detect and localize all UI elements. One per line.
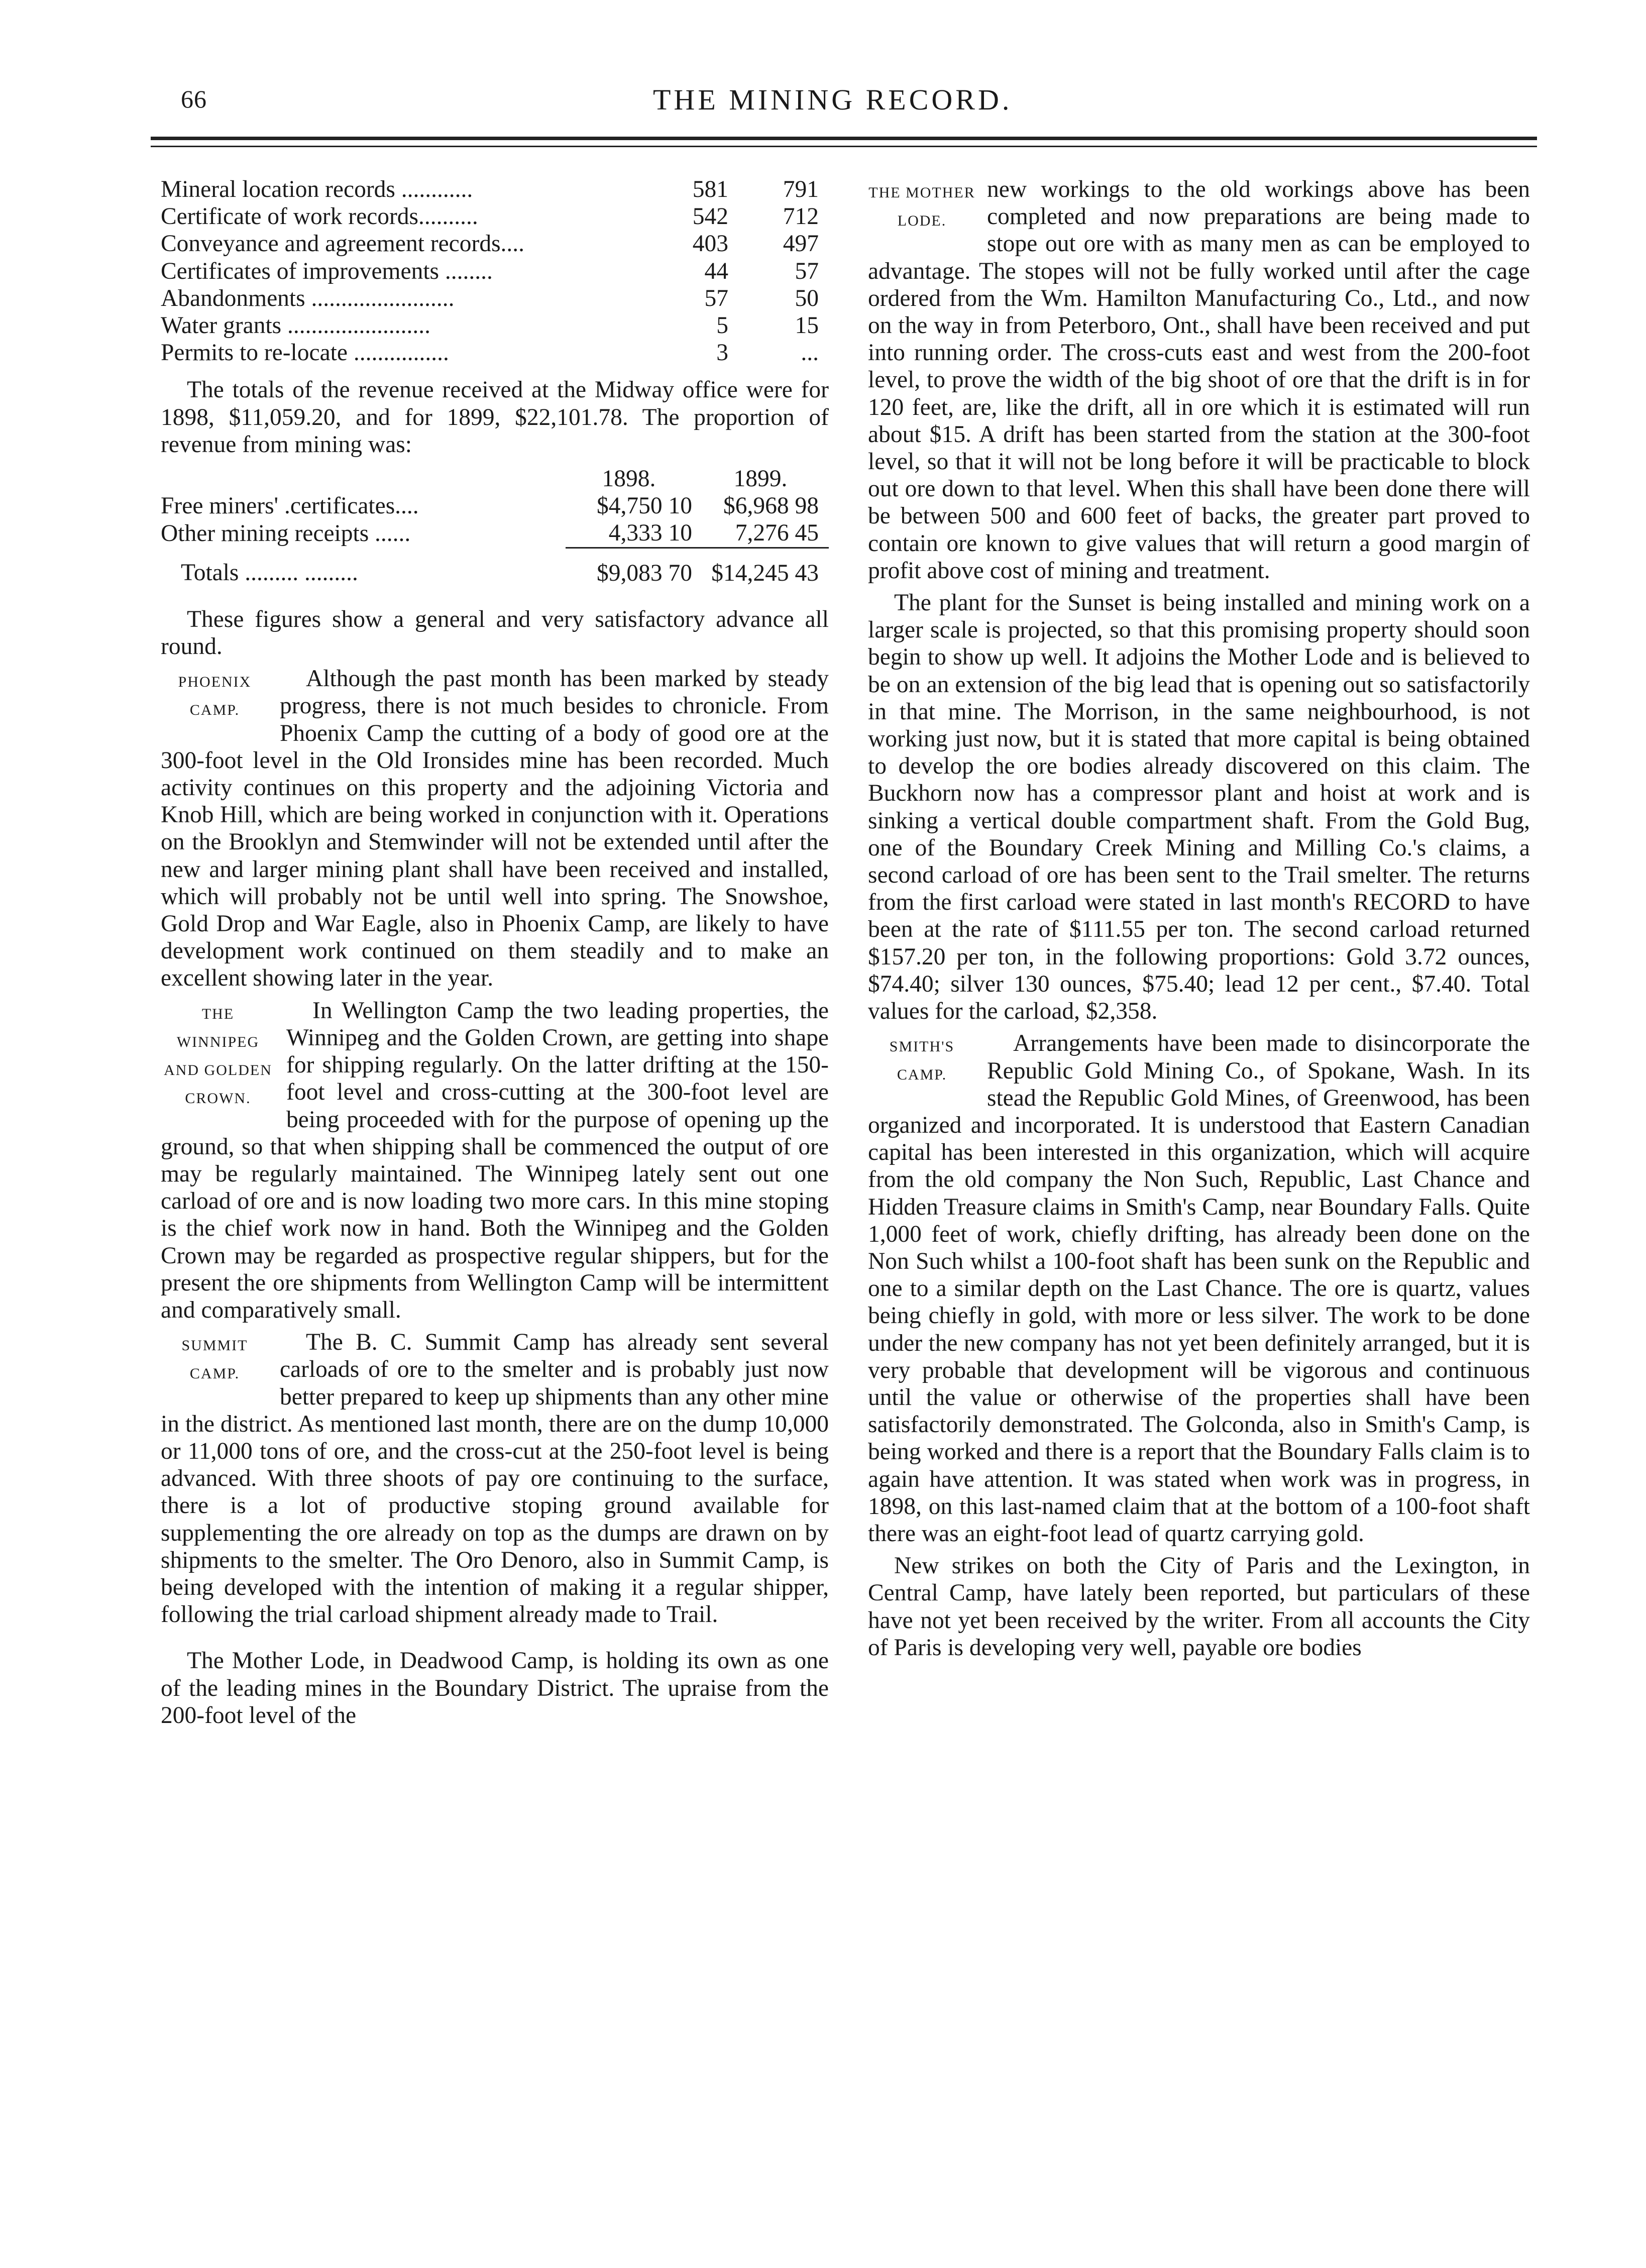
revenue-total-1898: $9,083 70 xyxy=(566,548,692,587)
records-table xyxy=(161,176,829,366)
revenue-row-1899: $6,968 98 xyxy=(723,493,819,519)
running-head: THE MINING RECORD. xyxy=(653,83,1013,116)
records-row-1898: 403 xyxy=(692,231,728,257)
paragraph-summit-text: The B. C. Summit Camp has already sent several carloads of ore to the smelter and is probably just now better prepared to keep up shipments than any other mine in the district. As mentioned last month, there are on the dump 10,000 or 11,000 tons of ore, and the cross-cut at the 250-foot level is being advanced. With three shoots of pay ore continuing to the surface, there is a lot of productive stoping ground available for supplementing the ore already on top as the dumps are drawn on by shipments to the smelter. The Oro Denoro, also in Summit Camp, is being developed with the intention of making it a regular shipper, following the trial carload shipment already made to Trail. xyxy=(161,1329,829,1628)
records-row-1898: 5 xyxy=(716,312,728,339)
revenue-total-1899: $14,245 43 xyxy=(692,548,829,587)
revenue-table xyxy=(161,465,829,587)
records-table-row xyxy=(161,230,829,257)
paragraph-figures: These figures show a general and very satisfactory advance all round. xyxy=(161,606,829,660)
paragraph-revenue-totals: The totals of the revenue received at the Midway office were for 1898, $11,059.20, and for 1899, $22,101.78. The proportion of revenue from mining was: xyxy=(161,377,829,458)
paragraph-wellington xyxy=(161,997,829,1324)
records-row-1898: 581 xyxy=(692,176,728,202)
records-table-row xyxy=(161,312,829,339)
sidenote-winnipeg-golden-crown: THE WINNIPEG AND GOLDEN CROWN. xyxy=(164,1005,272,1107)
paragraph-mother-lode-text: new workings to the old workings above has been completed and now preparations are being made to stope out ore with as many men as can be employed to advantage. The stopes will not be fully worked until after the cage ordered from the Wm. Hamilton Manufacturing Co., Ltd., and now on the way in from Peterboro, Ont., shall have been received and put into running order. The cross-cuts east and west from the 200-foot level, to prove the width of the big shoot of ore that the drift is in for 120 feet, are, like the drift, all in ore which it is estimated will run about $15. A drift has been started from the station at the 300-foot level, so that it will not be long before it will be practicable to block out ore down to that level. When this shall have been done there will be between 500 and 600 feet of backs, the greater part proved to contain ore known to give values that will return a good margin of profit above cost of mining and treatment. xyxy=(868,176,1530,584)
records-row-1899: 497 xyxy=(783,231,819,257)
right-column xyxy=(868,176,1530,2215)
paragraph-mother-lode-cont xyxy=(868,176,1530,584)
records-table-row xyxy=(161,176,829,203)
records-row-label: Abandonments ........................ xyxy=(161,285,455,311)
records-row-1898: 44 xyxy=(704,258,728,284)
header-rule-thin xyxy=(151,146,1537,147)
records-row-label: Certificate of work records.......... xyxy=(161,203,478,230)
paragraph-wellington-text: In Wellington Camp the two leading properties, the Winnipeg and the Golden Crown, are getting into shape for shipping regularly. On the latter drifting at the 150-foot level and cross-cutting at the 300-foot level are being proceeded with for the purpose of opening up the ground, so that when shipping shall be commenced the output of ore may be regularly maintained. The Winnipeg lately sent out one carload of ore and is now loading two more cars. In this mine stoping is the chief work now in hand. Both the Winnipeg and the Golden Crown may be regarded as prospective regular shippers, but for the present the ore shipments from Wellington Camp will be intermittent and comparatively small. xyxy=(161,997,829,1323)
revenue-row-1898: $4,750 10 xyxy=(596,493,692,519)
records-row-label: Mineral location records ............ xyxy=(161,176,473,202)
paragraph-mother-lode-start: The Mother Lode, in Deadwood Camp, is holding its own as one of the leading mines in the Boundary District. The upraise from the 200-foot level of the xyxy=(161,1648,829,1729)
sidenote-phoenix-camp: PHOENIX CAMP. xyxy=(178,674,252,719)
paragraph-sunset: The plant for the Sunset is being installed and mining work on a larger scale is projected, so that this promising property should soon begin to show up well. It adjoins the Mother Lode and is believed to be on an extension of the big lead that is opening out so satisfactorily in that mine. The Morrison, in the same neighbourhood, is not working just now, but it is stated that more capital is being obtained to develop the ore bodies already discovered on this claim. The Buckhorn now has a compressor plant and hoist at work and is sinking a vertical double compartment shaft. From the Gold Bug, one of the Boundary Creek Mining and Milling Co.'s claims, a second carload of ore has been sent to the Trail smelter. The returns from the first carload were stated in last month's RECORD to have been at the rate of $111.55 per ton. The second carload returned $157.20 per ton, in the following proportions: Gold 3.72 ounces, $74.40; silver 130 ounces, $75.40; lead 12 per cent., $7.40. Total values for the carload, $2,358. xyxy=(868,590,1530,1025)
records-table-row xyxy=(161,203,829,230)
records-row-label: Permits to re-locate ................ xyxy=(161,340,449,366)
paragraph-republic xyxy=(868,1030,1530,1547)
revenue-row-1898: 4,333 10 xyxy=(608,520,692,547)
header-rule-thick xyxy=(151,137,1537,140)
records-table-row xyxy=(161,258,829,285)
revenue-col-1899: 1899. xyxy=(733,466,788,492)
records-row-1899: 791 xyxy=(783,176,819,202)
paragraph-republic-text: Arrangements have been made to disincorporate the Republic Gold Mining Co., of Spokane, Wash. In its stead the Republic Gold Mines, of Greenwood, has been organized and incorporated. It is understood that Eastern Canadian capital has been interested in this organization, which will acquire from the old company the Non Such, Republic, Last Chance and Hidden Treasure claims in Smith's Camp, near Boundary Falls. Quite 1,000 feet of work, chiefly drifting, has already been done on the Non Such whilst a 100-foot shaft has been sunk on the Republic and one to a similar depth on the Last Chance. The ore is quartz, values being chiefly in gold, with more or less silver. The work to be done under the new company has not yet been definitely arranged, but it is very probable that development will be vigorous and continuous until the value or otherwise of the properties shall have been satisfactorily demonstrated. The Golconda, also in Smith's Camp, is being worked and there is a report that the Boundary Falls claim is to again have attention. It was stated when work was in progress, in 1898, on this last-named claim that at the bottom of a 100-foot shaft there was an eight-foot lead of quartz carrying gold. xyxy=(868,1030,1530,1547)
revenue-row-label: Free miners' .certificates.... xyxy=(161,493,419,519)
records-row-1898: 3 xyxy=(716,340,728,366)
revenue-col-1898: 1898. xyxy=(602,466,656,492)
revenue-total-label: Totals ......... ......... xyxy=(181,559,358,586)
records-row-label: Water grants ........................ xyxy=(161,312,431,339)
records-row-1899: 712 xyxy=(783,203,819,230)
revenue-total-row xyxy=(161,548,829,587)
left-column xyxy=(161,176,829,2215)
records-row-1899: 50 xyxy=(795,285,819,311)
records-row-1899: 15 xyxy=(795,312,819,339)
revenue-row xyxy=(161,519,829,548)
sidenote-summit-camp: SUMMIT CAMP. xyxy=(181,1337,248,1382)
records-row-label: Certificates of improvements ........ xyxy=(161,258,493,284)
paragraph-city-of-paris: New strikes on both the City of Paris and the Lexington, in Central Camp, have lately been reported, but particulars of these have not yet been received by the writer. From all accounts the City of Paris is developing very well, payable ore bodies xyxy=(868,1553,1530,1661)
sidenote-mother-lode: THE MOTHER LODE. xyxy=(868,184,975,229)
revenue-row xyxy=(161,492,829,519)
sidenote-smiths-camp: SMITH'S CAMP. xyxy=(889,1038,955,1084)
paragraph-summit xyxy=(161,1329,829,1628)
revenue-row-label: Other mining receipts ...... xyxy=(161,520,411,547)
records-row-1899: ... xyxy=(801,340,819,366)
records-row-1898: 57 xyxy=(704,285,728,311)
page-number: 66 xyxy=(181,85,207,113)
revenue-row-1899: 7,276 45 xyxy=(735,520,819,547)
paragraph-phoenix-text: Although the past month has been marked by steady progress, there is not much besides to chronicle. From Phoenix Camp the cutting of a body of good ore at the 300-foot level in the Old Ironsides mine has been recorded. Much activity continues on this property and the adjoining Victoria and Knob Hill, which are being worked in conjunction with it. Operations on the Brooklyn and Stemwinder will not be extended until after the new and larger mining plant shall have been received and installed, which will probably not be until well into spring. The Snowshoe, Gold Drop and War Eagle, also in Phoenix Camp, are likely to have development work continued on them steadily and to make an excellent showing later in the year. xyxy=(161,666,829,992)
paragraph-phoenix xyxy=(161,665,829,992)
records-row-label: Conveyance and agreement records.... xyxy=(161,231,525,257)
records-row-1899: 57 xyxy=(795,258,819,284)
records-table-row xyxy=(161,285,829,312)
records-table-row xyxy=(161,339,829,366)
records-row-1898: 542 xyxy=(692,203,728,230)
